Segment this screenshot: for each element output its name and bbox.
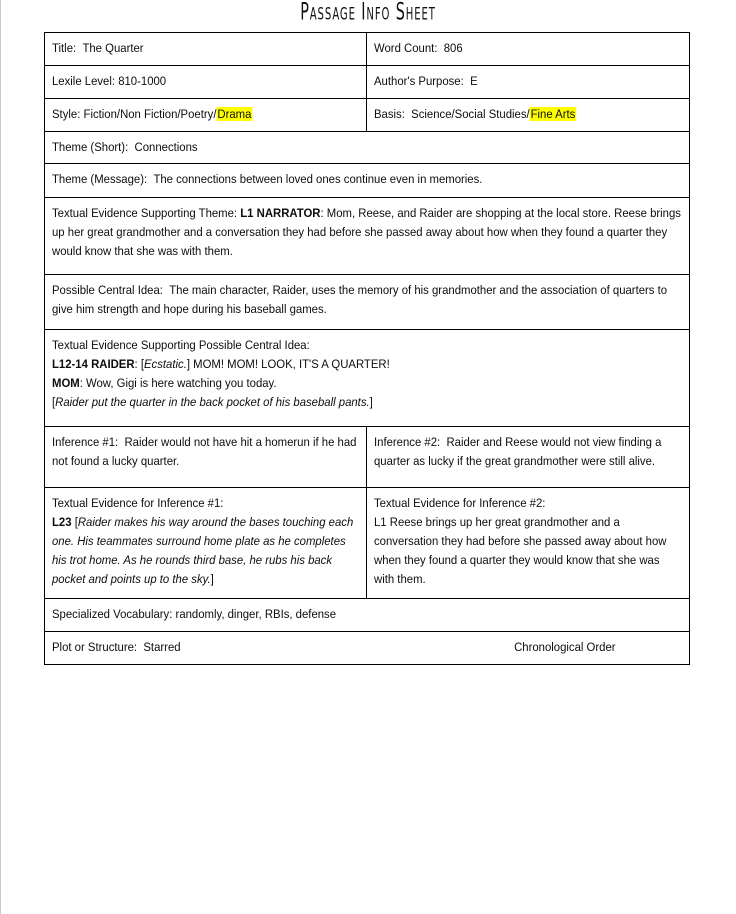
cell-evidence-inference-1: Textual Evidence for Inference #1: L23 [Raider makes his way around the bases touching each one. His teammates surround home plate as he completes his trot home. As he rounds third base, he rubs his back pocket and points up to the sky.]	[45, 488, 367, 598]
evidence-inference-1-quote: Raider makes his way around the bases touching each one. His teammates surround home plate as he completes his trot home. As he rounds third base, he rubs his back pocket and points up to the sky.	[52, 515, 354, 586]
vocab-label: Specialized Vocabulary:	[52, 607, 173, 622]
vocab-value: randomly, dinger, RBIs, defense	[175, 607, 337, 622]
evidence-inference-2-value: L1 Reese brings up her great grandmother and a conversation they had before she passed away about how when they found a quarter they would know that she was with them.	[374, 515, 667, 586]
theme-message-label: Theme (Message):	[52, 172, 148, 187]
cell-style	[45, 99, 367, 131]
passage-info-table	[44, 32, 690, 665]
title-value: The Quarter	[82, 41, 144, 55]
word-count-label: Word Count:	[374, 41, 438, 55]
evidence-central-quote-2: : Wow, Gigi is here watching you today.	[79, 376, 277, 391]
cell-evidence-central-idea: Textual Evidence Supporting Possible Central Idea: L12-14 RAIDER: [Ecstatic.] MOM! MOM! LOOK, IT'S A QUARTER! MOM: Wow, Gigi is here watching you today. [Raider put the quarter in the back pocket of his baseball pants.]	[52, 338, 390, 409]
inference-2-label: Inference #2:	[374, 435, 441, 450]
table-row	[45, 33, 689, 66]
evidence-theme-label: Textual Evidence Supporting Theme:	[52, 206, 238, 221]
lexile-value: 810-1000	[118, 73, 167, 88]
cell-inference-2	[367, 427, 689, 487]
table-row	[45, 599, 689, 632]
lexile-label: Lexile Level:	[52, 73, 116, 88]
cell-word-count	[367, 33, 689, 65]
theme-short-value: Connections	[134, 139, 198, 154]
table-row	[45, 632, 689, 665]
table-row	[45, 132, 689, 165]
page-left-rule	[0, 0, 1, 914]
cell-theme-short	[45, 132, 689, 164]
authors-purpose-value: E	[470, 73, 478, 88]
evidence-inference-1-label: Textual Evidence for Inference #1:	[52, 496, 224, 511]
style-label: Style:	[52, 106, 81, 121]
evidence-central-line-ref: L12-14	[52, 357, 88, 372]
cell-evidence-inference-2	[367, 488, 689, 598]
table-row	[45, 275, 689, 330]
central-idea-value: The main character, Raider, uses the memory of his grandmother and the association of quarters to give him strength and hope during his baseball games.	[52, 283, 668, 317]
basis-selected-highlight: Fine Arts	[530, 106, 576, 121]
evidence-central-label: Textual Evidence Supporting Possible Central Idea:	[52, 338, 310, 353]
evidence-central-speaker-raider: RAIDER	[91, 357, 135, 372]
table-row	[45, 66, 689, 99]
evidence-inference-1-line-ref: L23	[52, 515, 72, 530]
theme-short-label: Theme (Short):	[52, 139, 129, 154]
cell-authors-purpose	[367, 66, 689, 98]
table-row	[45, 99, 689, 132]
evidence-theme-text: : Mom, Reese, and Raider are shopping at the local store. Reese brings up her great grandmother and a conversation they had before she passed away about how when they found a quarter they would know that she was with them.	[52, 206, 681, 259]
cell-evidence-supporting-theme	[45, 198, 689, 274]
title-label: Title:	[52, 41, 77, 55]
evidence-theme-line-ref: L1	[240, 206, 254, 221]
word-count-value: 806	[443, 41, 463, 55]
table-row	[45, 198, 689, 275]
inference-1-value: Raider would not have hit a homerun if he had not found a lucky quarter.	[52, 435, 357, 469]
table-row	[45, 330, 689, 427]
authors-purpose-label: Author's Purpose:	[374, 73, 464, 88]
table-row	[45, 164, 689, 198]
cell-plot-or-structure	[45, 632, 689, 664]
evidence-central-quote-1: MOM! MOM! LOOK, IT'S A QUARTER!	[193, 357, 390, 372]
cell-inference-1	[45, 427, 367, 487]
theme-message-value: The connections between loved ones continue even in memories.	[153, 172, 483, 187]
evidence-central-stage-direction-2: Raider put the quarter in the back pocket of his baseball pants.	[55, 394, 370, 409]
basis-options: Science/Social Studies/	[411, 106, 530, 121]
basis-label: Basis:	[374, 106, 405, 121]
evidence-central-speaker-mom: MOM	[52, 376, 80, 391]
inference-1-label: Inference #1:	[52, 435, 119, 450]
cell-specialized-vocabulary	[45, 599, 689, 631]
style-selected-highlight: Drama	[217, 106, 252, 121]
inference-2-value: Raider and Reese would not view finding a quarter as lucky if the great grandmother were still alive.	[374, 435, 662, 469]
page-title: Passage Info Sheet	[300, 0, 436, 26]
evidence-theme-speaker: NARRATOR	[256, 206, 321, 221]
plot-order-value: Chronological Order	[514, 640, 616, 655]
cell-possible-central-idea	[45, 275, 689, 329]
plot-label: Plot or Structure:	[52, 640, 138, 655]
evidence-central-stage-direction-1: Ecstatic.	[144, 357, 187, 372]
cell-title	[45, 33, 367, 65]
evidence-inference-2-label: Textual Evidence for Inference #2:	[374, 496, 546, 511]
table-row	[45, 488, 689, 599]
cell-basis	[367, 99, 689, 131]
table-row	[45, 427, 689, 488]
cell-theme-message	[45, 164, 689, 197]
cell-lexile-level	[45, 66, 367, 98]
central-idea-label: Possible Central Idea:	[52, 283, 163, 298]
plot-value: Starred	[143, 640, 181, 655]
style-options: Fiction/Non Fiction/Poetry/	[83, 106, 217, 121]
